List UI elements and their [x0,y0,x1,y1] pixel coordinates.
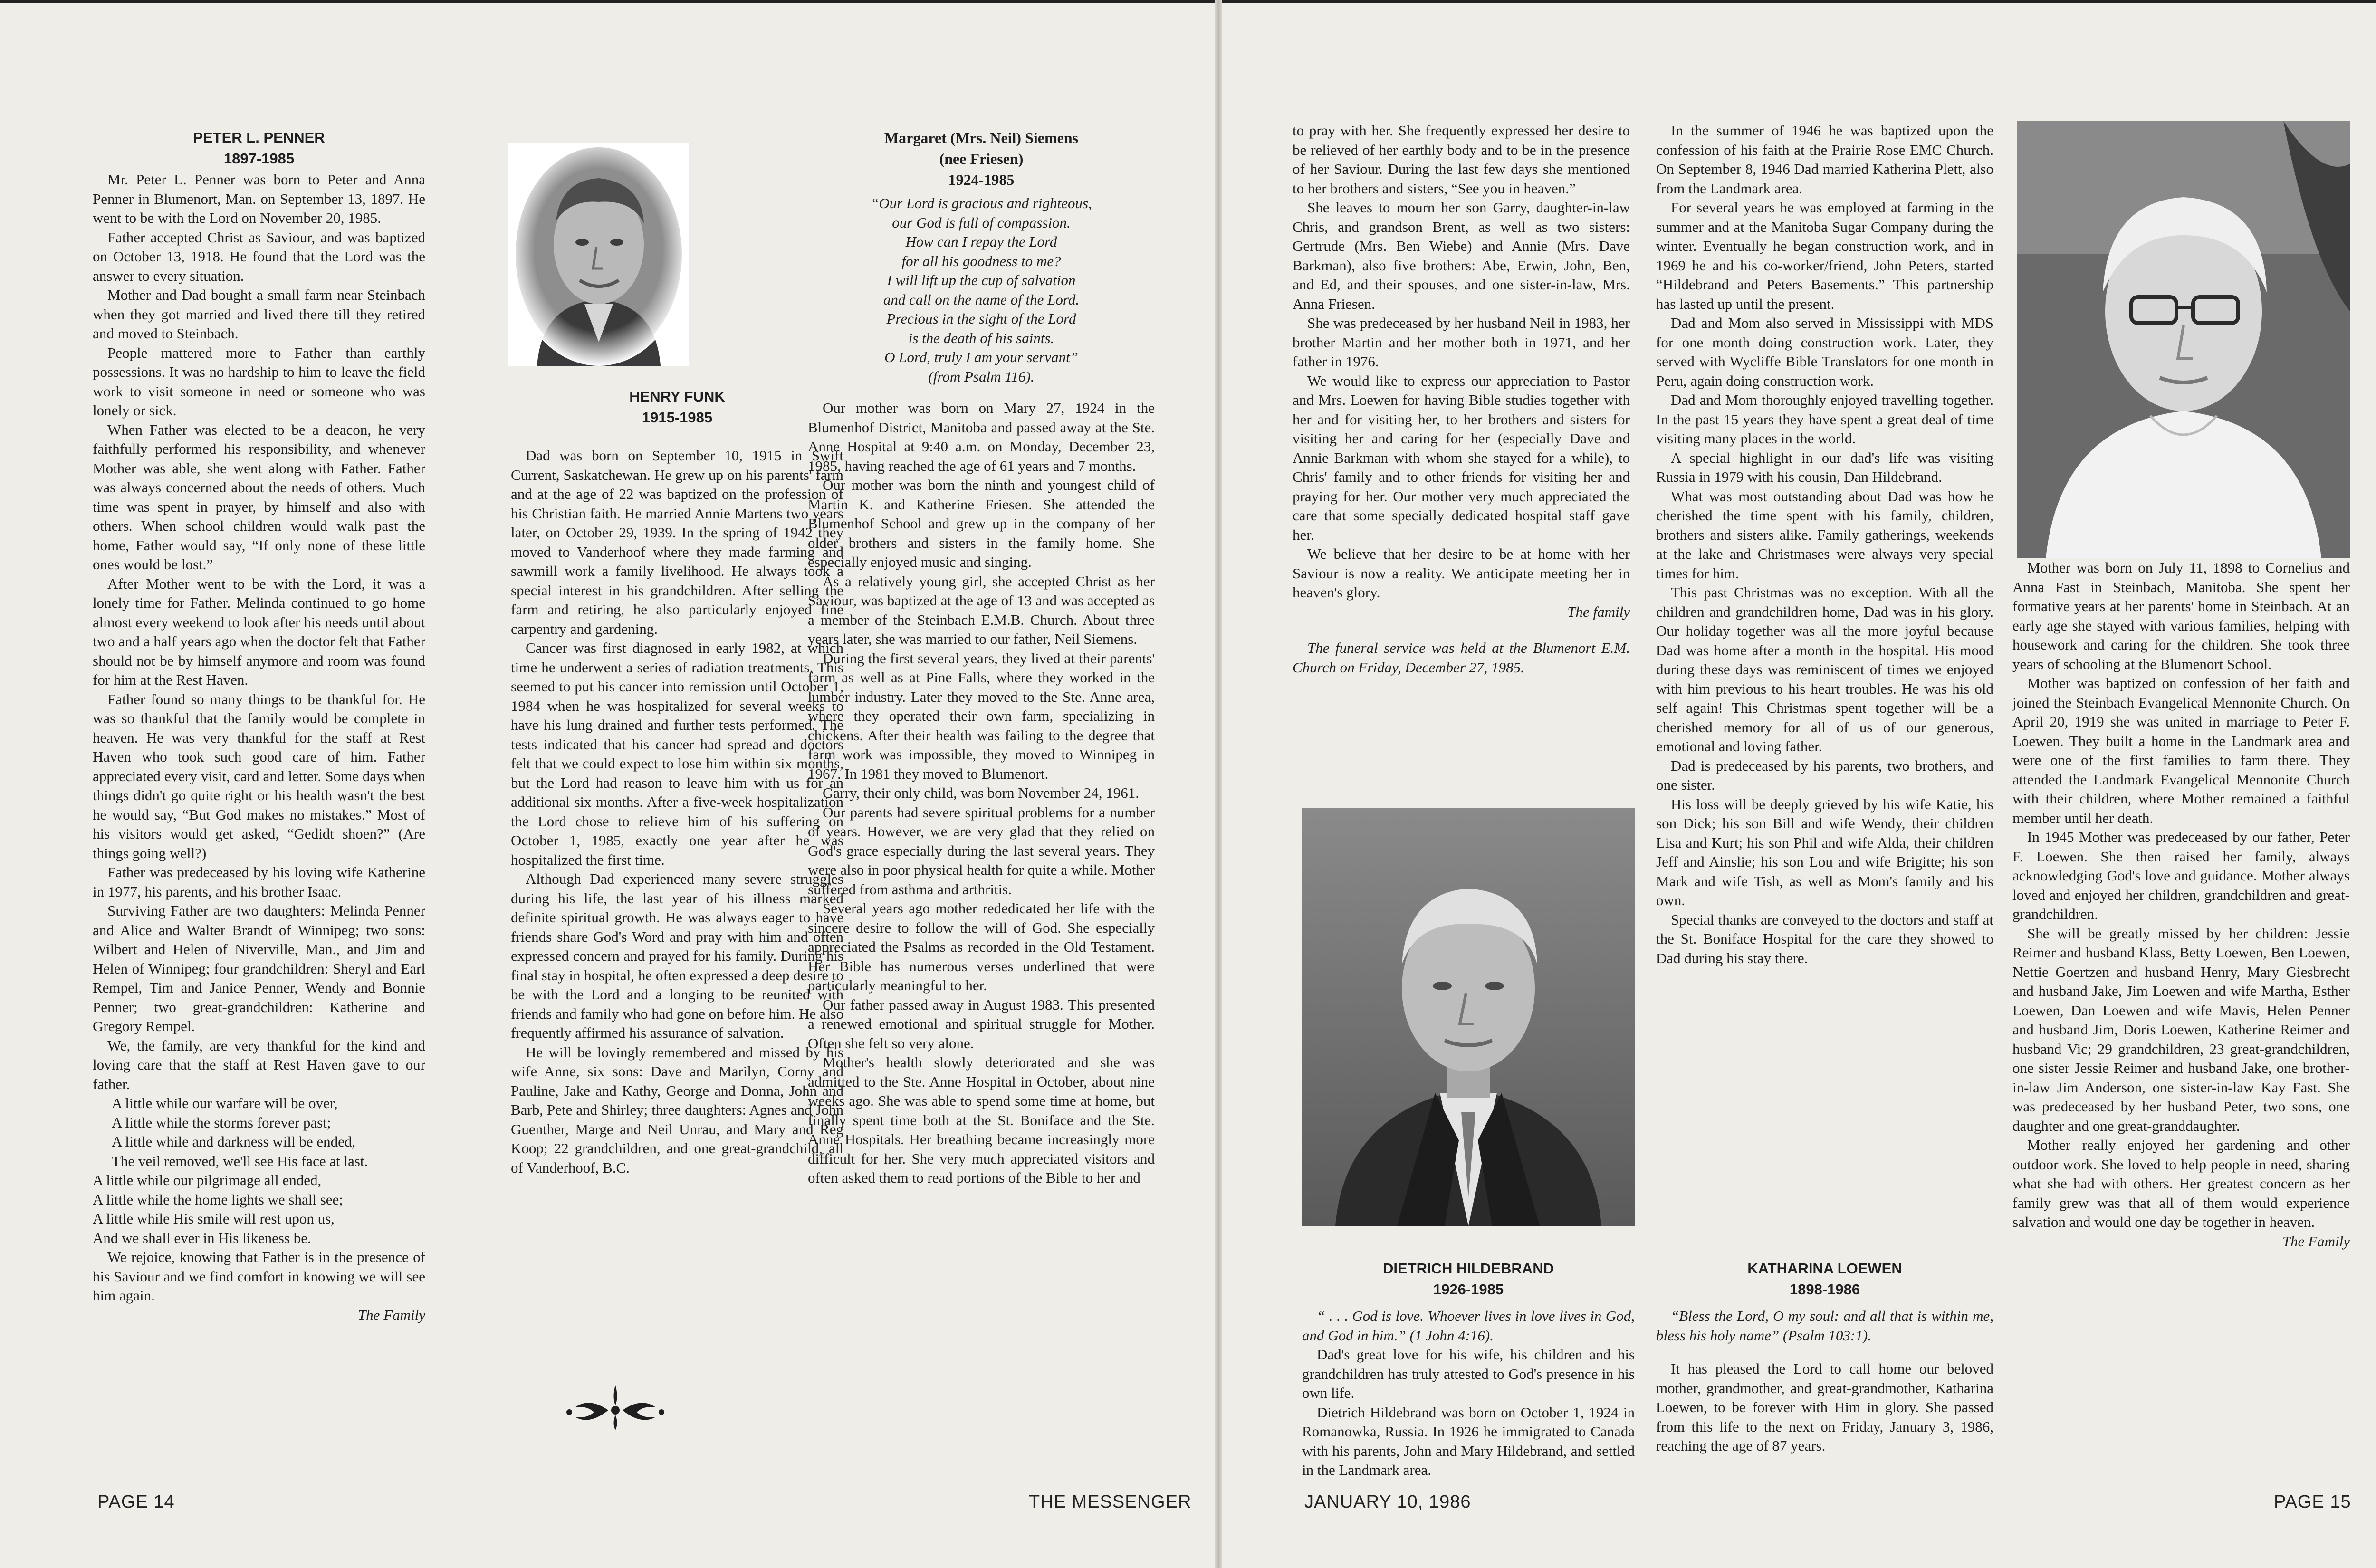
page-gutter [1215,0,1222,1568]
paragraph: Father accepted Christ as Saviour, and was baptized on October 13, 1918. He found that the Lord was the answer to every situation. [93,229,425,284]
paragraph: A special highlight in our dad's life was visiting Russia in 1979 with his cousin, Dan Hildebrand. [1656,449,1993,485]
paragraph: Dad and Mom thoroughly enjoyed travelling together. In the past 15 years they have spent a great deal of time visiting many places in the world. [1656,392,1993,447]
obituary-years-siemens: 1924-1985 [948,171,1015,188]
paragraph: We would like to express our appreciation to Pastor and Mrs. Loewen for having Bible studies together with her and for visiting her, to her brothers and sisters for visiting her and caring for her (especially Dave and Annie Barkman with whom she stayed for a while), to Chris' family and to other friends for visiting her and praying for her. Our mother very much appreciated the care that some specially dedicated hospital staff gave her. [1293,372,1630,543]
paragraph: Garry, their only child, was born November 24, 1961. [823,784,1140,801]
paragraph: He will be lovingly remembered and missed by his wife Anne, six sons: Dave and Marilyn, Corny and Pauline, Jake and Kathy, George and Donna, John and Barb, Pete and Shirley; three daughters: Agnes and John Guenther, Marge and Neil Unrau, and Mary and Reg Koop; 22 grandchildren, and one great-grandchild, all of Vanderhoof, B.C. [511,1043,843,1176]
paragraph-opening: It has pleased the Lord to call home our beloved mother, grandmother, and great-grandmother, Katharina Loewen, to be forever with Him in glory. She passed from this life to the next on Friday, January 3, 1986, reaching the age of 87 years. [1656,1360,1993,1454]
paragraph: Father was predeceased by his loving wife Katherine in 1977, his parents, and his brother Isaac. [93,864,425,900]
column-siemens-cont [1293,121,1630,798]
column-funk [511,387,843,1466]
paragraph: Mother was born on July 11, 1898 to Cornelius and Anna Fast in Steinbach, Manitoba. She spent her formative years at her parents' home in Steinbach. At an early age she stayed with various families, helping with housework and caring for the children. She took three years of schooling at the Blumenort School. [2012,559,2350,672]
portrait-woman-icon [2017,121,2350,558]
poem-penner [93,1094,425,1248]
column-loewen-start [1656,1259,1993,1466]
obituary-name-funk: HENRY FUNK [629,388,725,405]
paragraph: Father found so many things to be thankful for. He was so thankful that the family would be complete in heaven. He was very thankful for the staff at Rest Haven who took such good care of him. Father appreciated every visit, card and letter. Some days when things didn't go quite right or his health wasn't the best he would say, “But God makes no mistakes.” Most of his visitors would get asked, “Gedidt shoen?” (Are things going well?) [93,690,425,861]
footer-page-number-left: PAGE 14 [97,1492,175,1512]
paragraph: People mattered more to Father than earthly possessions. It was no hardship to him to leave the field work to visit someone in need or someone who was lonely or sick. [93,344,425,419]
obituary-years-hildebrand: 1926-1985 [1433,1281,1504,1298]
ornament-divider-icon [561,1378,670,1435]
quote-line: O Lord, truly I am your servant” [884,349,1078,365]
paragraph: Our mother was born the ninth and youngest child of Martin K. and Katherine Friesen. She attended the Blumenhof School and grew up in the company of her older brothers and sisters in the family home. She especially enjoyed music and singing. [808,477,1155,570]
paragraph: She will be greatly missed by her children: Jessie Reimer and husband Klass, Betty Loewen, Ben Loewen, Nettie Goertzen and husband Henry, Mary Giesbrecht and husband Jake, Jim Loewen and wife Martha, Esther Loewen, Dan Loewen and wife Mavis, Helen Penner and husband Jim, Doris Loewen, Katherine Reimer and husband Vic; 29 grandchildren, 23 great-grandchildren, one sister Jessie Reimer and husband Jake, one brother-in-law Jim Anderson, one sister-in-law Kay Fast. She was predeceased by her husband Peter, two sons, one daughter and one great-granddaughter. [2012,925,2350,1134]
poem-line: A little while and darkness will be ended, [112,1133,356,1150]
paragraph: During the first several years, they lived at their parents' farm as well as at Pine Falls, where they worked in the lumber industry. Later they moved to the Ste. Anne area, where they operated their own farm, specializing in chickens. After their health was failing to the degree that farm work was impossible, they moved to Winnipeg in 1967. In 1981 they moved to Blumenort. [808,650,1155,782]
paragraph: As a relatively young girl, she accepted Christ as her Saviour, was baptized at the age of 13 and was accepted as a member of the Steinbach E.M.B. Church. About three years later, she was married to our father, Neil Siemens. [808,573,1155,647]
scripture-quote-siemens [808,194,1155,386]
portrait-man-icon [508,143,689,366]
paragraph: We believe that her desire to be at home with her Saviour is now a reality. We anticipate meeting her in heaven's glory. [1293,545,1630,601]
paragraph: For several years he was employed at farming in the summer and at the Manitoba Sugar Company during the winter. Eventually he began construction work, and in 1969 he and his co-worker/friend, John Peters, started “Hildebrand and Peters Basements.” This partnership has lasted up until the present. [1656,199,1993,312]
column-penner [93,128,425,1466]
quote-line: (from Psalm 116). [928,368,1035,385]
quote-line: Precious in the sight of the Lord [886,310,1076,327]
quote-line: and call on the name of the Lord. [883,291,1080,308]
poem-line: A little while our warfare will be over, [112,1095,338,1111]
paragraph-closing: We rejoice, knowing that Father is in the presence of his Saviour and we find comfort in knowing we will see him again. [93,1249,425,1304]
obituary-name-loewen: KATHARINA LOEWEN [1747,1260,1902,1277]
top-rule [0,0,2376,3]
footer-publication-title: THE MESSENGER [1029,1492,1192,1512]
paragraph: Although Dad experienced many severe struggles during his life, the last year of his illness marked definite spiritual growth. He was always eager to have friends share God's Word and pray with him and often expressed concern and prayed for his family. During his final stay in hospital, he often expressed a deep desire to be with the Lord and a longing to be reunited with friends and family who had gone on before him. He also frequently affirmed his assurance of salvation. [511,870,843,1041]
quote-line: “Our Lord is gracious and righteous, [871,195,1092,211]
column-siemens [808,128,1155,1466]
obituary-name-hildebrand: DIETRICH HILDEBRAND [1383,1260,1554,1277]
poem-line: A little while our pilgrimage all ended, [93,1172,322,1188]
obituary-name-siemens: Margaret (Mrs. Neil) Siemens [884,129,1079,146]
column-hildebrand-cont [1656,121,1993,1235]
poem-line: The veil removed, we'll see His face at last. [112,1152,368,1169]
paragraph: Mother's health slowly deteriorated and she was admitted to the Ste. Anne Hospital in October, about nine weeks ago. She was able to spend some time at home, but finally spent time both at the St. Boniface and the Ste. Anne Hospitals. Her breathing became increasingly more difficult for her. She very much appreciated visitors and often asked them to read portions of the Bible to her and [808,1054,1155,1186]
paragraph: She leaves to mourn her son Garry, daughter-in-law Chris, and grandson Brent, as well as two sisters: Gertrude (Mrs. Ben Wiebe) and Annie (Mrs. Dave Barkman), also five brothers: Abe, Erwin, John, Ben, and Ed, and their spouses, and one sister-in-law, Mrs. Anna Friesen. [1293,199,1630,312]
paragraph: His loss will be deeply grieved by his wife Katie, his son Dick; his son Bill and wife Wendy, their children Lisa and Kurt; his son Phil and wife Alda, their children Jeff and Ainslie; his son Lou and wife Brigitte; his son Mark and wife Tish, as well as Mom's family and his own. [1656,795,1993,908]
paragraph: Mr. Peter L. Penner was born to Peter and Anna Penner in Blumenort, Man. on September 13, 1897. He went to be with the Lord on November 20, 1985. [93,171,425,226]
paragraph: Mother really enjoyed her gardening and other outdoor work. She loved to help people in need, sharing what she had with others. Her greatest concern as her family grew was that all of them would experience salvation and would one day be together in heaven. [2012,1137,2350,1230]
paragraph: Mother and Dad bought a small farm near Steinbach when they got married and lived there till they retired and moved to Steinbach. [93,287,425,342]
paragraph: This past Christmas was no exception. With all the children and grandchildren home, Dad was in his glory. Our holiday together was all the more joyful because Dad was home after a month in the hospital. His mood during these days was reminiscent of times we enjoyed with him previous to his heart troubles. He was his old self again! This Christmas spent together will be a cherished memory for all of us of our generous, emotional and loving father. [1656,584,1993,755]
paragraph: Surviving Father are two daughters: Melinda Penner and Alice and Walter Brandt of Winnipeg; two sons: Wilbert and Helen of Niverville, Man., and Jim and Helen of Winnipeg; four grandchildren: Sheryl and Earl Rempel, Tim and Janice Penner, Wendy and Bonnie Penner; two great-grandchildren: Katherine and Gregory Rempel. [93,902,425,1034]
signature: The family [1567,603,1630,620]
quote-line: is the death of his saints. [908,329,1054,346]
quote-line: for all his goodness to me? [901,252,1061,269]
paragraph: Special thanks are conveyed to the doctors and staff at the St. Boniface Hospital for the care they showed to Dad during his stay there. [1656,911,1993,966]
paragraph: What was most outstanding about Dad was how he cherished the time spent with his family, children, brothers and sisters alike. Family gatherings, weekends at the lake and Christmases were always very special times for him. [1656,488,1993,582]
paragraph: Dad is predeceased by his parents, two brothers, and one sister. [1656,757,1993,793]
portrait-man-suit-icon [1302,808,1635,1226]
scripture-quote-hildebrand: “ . . . God is love. Whoever lives in love lives in God, and God in him.” (1 John 4:16). [1302,1308,1635,1344]
paragraph: In the summer of 1946 he was baptized upon the confession of his faith at the Prairie Rose EMC Church. On September 8, 1946 Dad married Katherina Plett, also from the Landmark area. [1656,122,1993,197]
poem-line: And we shall ever in His likeness be. [93,1229,311,1246]
quote-line: our God is full of compassion. [892,214,1071,231]
obituary-years-penner: 1897-1985 [223,150,295,167]
obituary-years-funk: 1915-1985 [642,409,713,426]
paragraph: Dietrich Hildebrand was born on October 1, 1924 in Romanowka, Russia. In 1926 he immigrated to Canada with his parents, John and Mary Hildebrand, and settled in the Landmark area. [1302,1404,1635,1478]
paragraph: When Father was elected to be a deacon, he very faithfully performed his responsibility, and whenever Mother was able, she went along with Father. Father was always concerned about the needs of others. Much time was spent in prayer, by himself and also with others. When school children would walk past the home, Father would say, “If only none of these little ones would be lost.” [93,421,425,573]
photo-katharina-loewen [2017,121,2350,558]
column-loewen [2012,558,2350,1466]
signature: The Family [2282,1233,2350,1250]
paragraph: Our mother was born on Mary 27, 1924 in the Blumenhof District, Manitoba and passed away at the Ste. Anne Hospital at 9:40 a.m. on Monday, December 23, 1985, having reached the age of 61 years and 7 months. [808,400,1155,474]
photo-henry-funk [508,143,689,366]
poem-line: A little while His smile will rest upon us, [93,1210,335,1227]
poem-line: A little while the storms forever past; [112,1114,331,1131]
signature: The Family [357,1306,425,1323]
quote-line: How can I repay the Lord [905,233,1057,250]
paragraph: In 1945 Mother was predeceased by our father, Peter F. Loewen. She then raised her family, always acknowledging God's love and guidance. Mother always loved and enjoyed her children, grandchildren and great-grandchildren. [2012,829,2350,922]
paragraph: After Mother went to be with the Lord, it was a lonely time for Father. Melinda continued to go home almost every weekend to look after his needs until about two and a half years ago when the doctor felt that Father should not be by himself anymore and room was found for him at the Rest Haven. [93,575,425,688]
paragraph: Cancer was first diagnosed in early 1982, at which time he underwent a series of radiation treatments. This seemed to put his cancer into remission until October 1, 1984 when he was hospitalized for several weeks to have his lung drained and further tests performed. The tests indicated that his cancer had spread and doctors felt that we could expect to lose him within six months, but the Lord had reason to leave him with us for an additional six months. After a five-week hospitalization the Lord chose to relieve him of his suffering on October 1, 1985, exactly one year after he was hospitalized the first time. [511,640,843,868]
paragraph: Several years ago mother rededicated her life with the sincere desire to follow the will of God. She especially appreciated the Psalms as recorded in the Old Testament. Her Bible has numerous verses underlined that were particularly meaningful to her. [808,900,1155,994]
obituary-maiden-siemens: (nee Friesen) [939,150,1024,167]
photo-dietrich-hildebrand [1302,808,1635,1226]
paragraph: Dad was born on September 10, 1915 in Swift Current, Saskatchewan. He grew up on his parents' farm and at the age of 22 was baptized on the profession of his Christian faith. He married Annie Martens two years later, on October 29, 1939. In the spring of 1942 they moved to Vanderhoof where they made farming and sawmill work a family livelihood. He always took a special interest in his grandchildren. After selling the farm and retiring, he also particularly enjoyed fine carpentry and gardening. [511,447,843,637]
obituary-years-loewen: 1898-1986 [1789,1281,1860,1298]
paragraph: She was predeceased by her husband Neil in 1983, her brother Martin and her mother both in 1971, and her father in 1976. [1293,315,1630,370]
paragraph: Dad and Mom also served in Mississippi with MDS for one month doing construction work. Later, they served with Wycliffe Bible Translators for one month in Peru, again doing construction work. [1656,315,1993,389]
paragraph: to pray with her. She frequently expressed her desire to be relieved of her earthly body and to be in the presence of her Saviour. During the last few days she mentioned to her brothers and sisters, “See you in heaven.” [1293,122,1630,197]
obituary-name-penner: PETER L. PENNER [193,129,325,146]
paragraph: Mother was baptized on confession of her faith and joined the Steinbach Evangelical Mennonite Church. On April 20, 1919 she was united in marriage to Peter F. Loewen. They built a home in the Landmark area and were one of the first families to farm there. They attended the Landmark Evangelical Mennonite Church with their children, where Mother remained a faithful member until her death. [2012,675,2350,826]
quote-line: I will lift up the cup of salvation [887,272,1076,288]
poem-line: A little while the home lights we shall see; [93,1191,343,1208]
funeral-notice: The funeral service was held at the Blumenort E.M. Church on Friday, December 27, 1985. [1293,640,1630,676]
paragraph: Dad's great love for his wife, his children and his grandchildren has truly attested to God's presence in his own life. [1302,1346,1635,1401]
paragraph: Our father passed away in August 1983. This presented a renewed emotional and spiritual struggle for Mother. Often she felt so very alone. [808,996,1155,1052]
column-hildebrand [1302,1259,1635,1478]
scripture-quote-loewen: “Bless the Lord, O my soul: and all that is within me, bless his holy name” (Psalm 103:1). [1656,1308,1993,1344]
footer-page-number-right: PAGE 15 [2274,1492,2351,1512]
paragraph: We, the family, are very thankful for the kind and loving care that the staff at Rest Haven gave to our father. [93,1037,425,1092]
footer-issue-date: JANUARY 10, 1986 [1304,1492,1471,1512]
paragraph: Our parents had severe spiritual problems for a number of years. However, we are very glad that they relied on God's grace especially during the last several years. They were also in poor physical health for quite a while. Mother suffered from asthma and arthritis. [808,803,1155,898]
